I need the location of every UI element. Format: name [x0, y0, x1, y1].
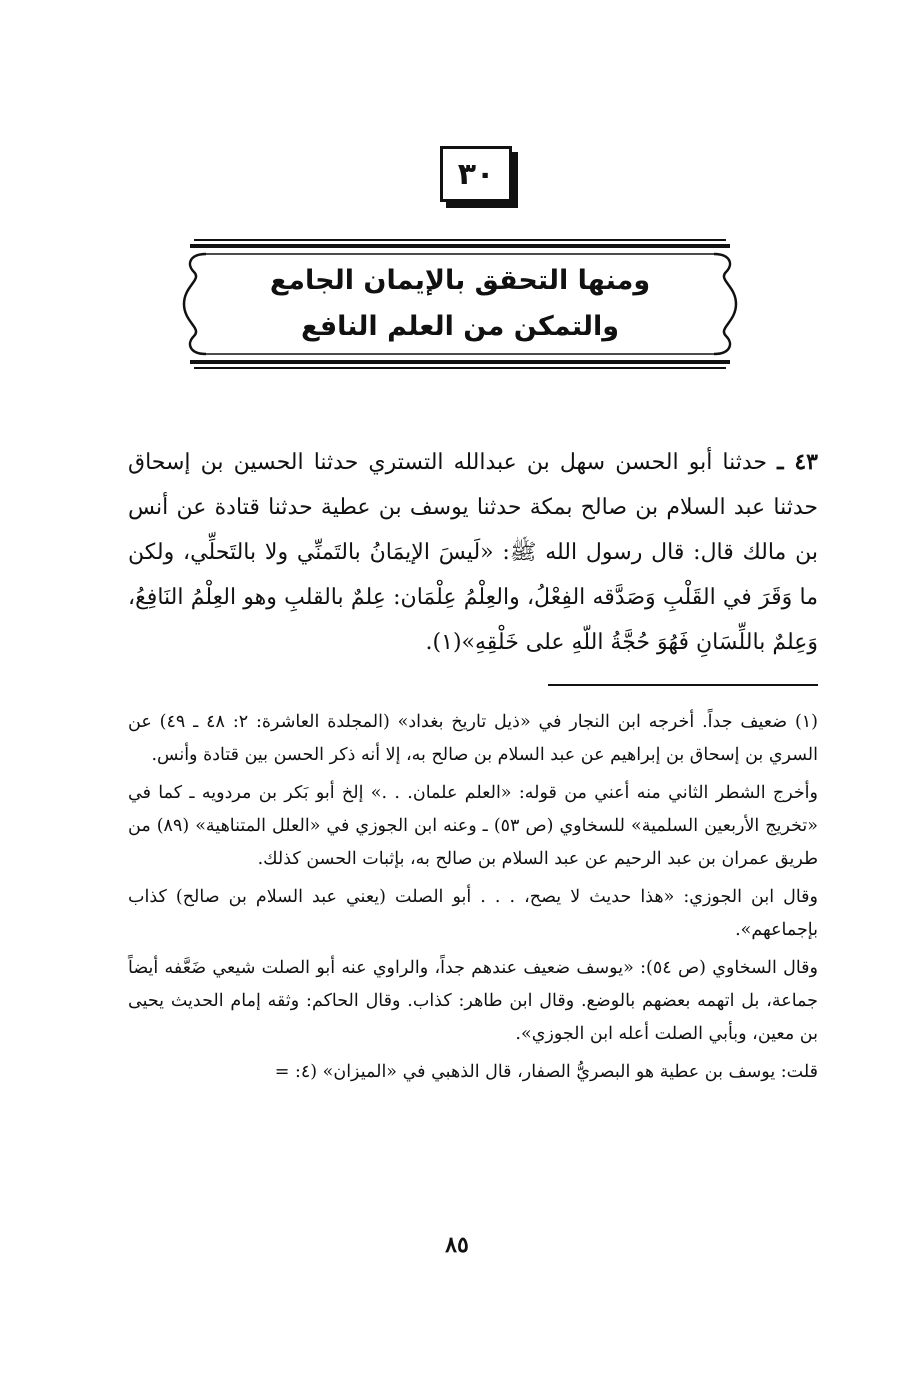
- footnote-paragraph: وقال ابن الجوزي: «هذا حديث لا يصح، . . . أبو الصلت (يعني عبد السلام بن صالح) كذاب بإجماعهم».: [128, 887, 818, 940]
- chapter-title-line-2: والتمكن من العلم النافع: [301, 311, 620, 342]
- footnote-separator: [548, 684, 818, 686]
- footnote-paragraph: قلت: يوسف بن عطية هو البصريُّ الصفار، قال الذهبي في «الميزان» (٤: =: [274, 1062, 818, 1082]
- chapter-title-frame: [176, 238, 744, 370]
- chapter-number-box: [440, 146, 512, 202]
- chapter-number: ٣٠: [457, 156, 495, 192]
- hadith-text: حدثنا أبو الحسن سهل بن عبدالله التستري حدثنا الحسين بن إسحاق حدثنا عبد السلام بن صالح بمكة حدثنا يوسف بن عطية حدثنا قتادة عن أنس بن مالك قال: قال رسول الله ﷺ: «لَيسَ الإيمَانُ بالتَمنِّي ولا بالتَحلِّي، ولكن ما وَقَرَ في القَلْبِ وَصَدَّقه الفِعْلُ، والعِلْمُ عِلْمَان: عِلمٌ بالقلبِ وهو العِلْمُ النَافِعُ، وَعِلمٌ باللِّسَانِ فَهُوَ حُجَّةُ اللّهِ على خَلْقِهِ»(١).: [128, 450, 818, 655]
- chapter-title: [176, 238, 744, 370]
- footnotes: [128, 706, 818, 1094]
- footnote-paragraph: وقال السخاوي (ص ٥٤): «يوسف ضعيف عندهم جداً، والراوي عنه أبو الصلت شيعي ضَعَّفه أيضاً جماعة، بل اتهمه بعضهم بالوضع. وقال ابن طاهر: كذاب. وقال الحاكم: وثقه إمام الحديث يحيى بن معين، وبأبي الصلت أعله ابن الجوزي».: [128, 958, 819, 1044]
- hadith-number: ٤٣ ـ: [777, 449, 818, 475]
- chapter-title-line-1: ومنها التحقق بالإيمان الجامع: [269, 265, 651, 296]
- footnote-paragraph: (١) ضعيف جداً. أخرجه ابن النجار في «ذيل تاريخ بغداد» (المجلدة العاشرة: ٢: ٤٨ ـ ٤٩) عن السري بن إسحاق بن إبراهيم عن عبد السلام بن صالح به، إلا أنه ذكر الحسن بين قتادة وأنس.: [128, 712, 818, 765]
- hadith-paragraph: [128, 440, 818, 665]
- footnote-paragraph: وأخرج الشطر الثاني منه أعني من قوله: «العلم علمان. . .» إلخ أبو بَكر بن مردويه ـ كما في «تخريج الأربعين السلمية» للسخاوي (ص ٥٣) ـ وعنه ابن الجوزي في «العلل المتناهية» (٨٩) من طريق عمران بن عبد الرحيم عن عبد السلام بن صالح به، بإثبات الحسن كذلك.: [128, 783, 819, 869]
- page-number: ٨٥: [445, 1232, 469, 1258]
